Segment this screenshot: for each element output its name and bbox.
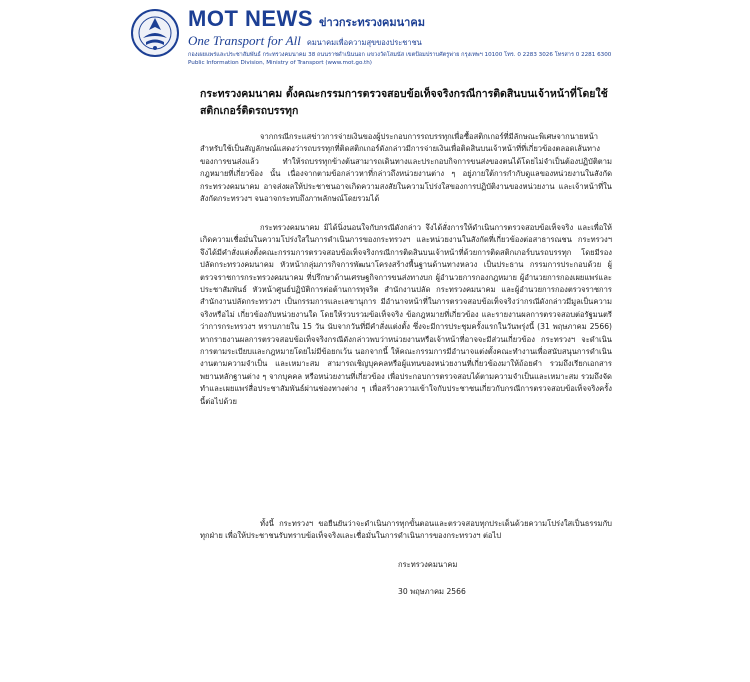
paragraph-3: ทั้งนี้ กระทรวงฯ ขอยืนยันว่าจะดำเนินการทุกขั้นตอนและตรวจสอบทุกประเด็นด้วยความโปร่งใสเป็นธรรมกับทุกฝ่าย เพื่อให้ประชาชนรับทราบข้อเท็จจริงและเชื่อมั่นในการดำเนินการของกระทรวงฯ ต่อไป — [200, 519, 612, 541]
brand-name-thai: ข่าวกระทรวงคมนาคม — [319, 16, 425, 29]
document-title: กระทรวงคมนาคม ตั้งคณะกรรมการตรวจสอบข้อเท็จจริงกรณีการติดสินบนเจ้าหน้าที่โดยใช้สติกเกอร์ติดรถบรรทุก — [200, 88, 608, 117]
division-line: Public Information Division, Ministry of Transport (www.mot.go.th) — [188, 60, 372, 66]
signature-date: 30 พฤษภาคม 2566 — [398, 587, 466, 596]
mot-emblem-icon — [130, 8, 180, 58]
paragraph-2: กระทรวงคมนาคม มิได้นิ่งนอนใจกับกรณีดังกล่าว จึงได้สั่งการให้ดำเนินการตรวจสอบข้อเท็จจริง และเพื่อให้เกิดความเชื่อมั่นในความโปร่งใสในการดำเนินการของกระทรวงฯ และหน่วยงานในสังกัดที่เกี่ยวข้องต่อสาธารณชน กระทรวงฯ จึงได้มีคำสั่งแต่งตั้งคณะกรรมการตรวจสอบข้อเท็จจริงกรณีการติดสินบนเจ้าหน้าที่ด้วยการติดสติกเกอร์บนรถบรรทุก โดยมีรองปลัดกระทรวงคมนาคม หัวหน้ากลุ่มภารกิจการพัฒนาโครงสร้างพื้นฐานด้านทางหลวง เป็นประธาน กรรมการประกอบด้วย ผู้ตรวจราชการกระทรวงคมนาคม ที่ปรึกษาด้านเศรษฐกิจการขนส่งทางบก ผู้อำนวยการกองกฎหมาย ผู้อำนวยการกองเผยแพร่และประชาสัมพันธ์ หัวหน้าศูนย์ปฏิบัติการต่อต้านการทุจริต สำนักงานปลัด กระทรวงคมนาคม และผู้อำนวยการกองตรวจราชการ สำนักงานปลัดกระทรวงฯ เป็นกรรมการและเลขานุการ มีอำนาจหน้าที่ในการตรวจสอบข้อเท็จจริงว่ากรณีดังกล่าวมีมูลเป็นความจริงหรือไม่ เกี่ยวข้องกับหน่วยงานใด โดยให้รวบรวมข้อเท็จจริง ข้อกฎหมายที่เกี่ยวข้อง และรายงานผลการตรวจสอบต่อรัฐมนตรีว่าการกระทรวงฯ ทราบภายใน 15 วัน นับจากวันที่มีคำสั่งแต่งตั้ง ซึ่งจะมีการประชุมครั้งแรกในวันพรุ่งนี้ (31 พฤษภาคม 2566) หากรายงานผลการตรวจสอบข้อเท็จจริงกรณีดังกล่าวพบว่าหน่วยงานหรือเจ้าหน้าที่อาจจะมีส่วนเกี่ยวข้อง กระทรวงฯ จะดำเนินการตามระเบียบและกฎหมายโดยไม่มีข้อยกเว้น นอกจากนี้ ให้คณะกรรมการมีอำนาจแต่งตั้งคณะทำงานเพื่อสนับสนุนการดำเนินงานตามความจำเป็น และเหมาะสม สามารถเชิญบุคคลหรือผู้แทนของหน่วยงานที่เกี่ยวข้องมาให้ถ้อยคำ รวมถึงเรียกเอกสาร พยานหลักฐานต่าง ๆ จากบุคคล หรือหน่วยงานที่เกี่ยวข้อง เพื่อประกอบการตรวจสอบได้ตามความจำเป็นและเหมาะสม รวมถึงจัดทำและเผยแพร่สื่อประชาสัมพันธ์ผ่านช่องทางต่าง ๆ เพื่อสร้างความเข้าใจกับประชาชนเกี่ยวกับกรณีการตรวจสอบข้อเท็จจริงครั้งนี้ต่อไปด้วย — [200, 223, 612, 406]
slogan-thai: คมนาคมเพื่อความสุขของประชาชน — [306, 38, 422, 47]
brand-name: MOT NEWS — [188, 6, 313, 31]
header-brand — [188, 6, 708, 67]
signature-org: กระทรวงคมนาคม — [398, 560, 458, 569]
slogan: One Transport for All — [188, 33, 301, 48]
address-line: กองเผยแพร่และประชาสัมพันธ์ กระทรวงคมนาคม 38 ถนนราชดำเนินนอก แขวงวัดโสมนัส เขตป้อมปราบศัตรูพ่าย กรุงเทพฯ 10100 โทร. 0 2283 3026 โทรสาร 0 2281 6300 — [188, 52, 612, 58]
paragraph-1: จากกรณีกระแสข่าวการจ่ายเงินของผู้ประกอบการรถบรรทุกเพื่อซื้อสติกเกอร์ที่มีลักษณะพิเศษจากนายหน้า สำหรับใช้เป็นสัญลักษณ์แสดงว่ารถบรรทุกที่ติดสติกเกอร์ดังกล่าวมีการจ่ายเงินเพื่อติดสินบนเจ้าหน้าที่ที่เกี่ยวข้องตลอดเส้นทางของการขนส่งแล้ว ทำให้รถบรรทุกข้างต้นสามารถเดินทางและประกอบกิจการขนส่งของตนได้โดยไม่จำเป็นต้องปฏิบัติตามกฎหมายที่เกี่ยวข้อง นั้น เนื่องจากตามข้อกล่าวหาที่กล่าวถึงหน่วยงานต่าง ๆ อยู่ภายใต้การกำกับดูแลของหน่วยงานในสังกัดกระทรวงคมนาคม อาจส่งผลให้ประชาชนอาจเกิดความสงสัยในความโปร่งใสของการปฏิบัติงานของหน่วยงาน และเจ้าหน้าที่ในสังกัดกระทรวงฯ จนอาจกระทบถึงภาพลักษณ์โดยรวมได้ — [200, 132, 612, 204]
